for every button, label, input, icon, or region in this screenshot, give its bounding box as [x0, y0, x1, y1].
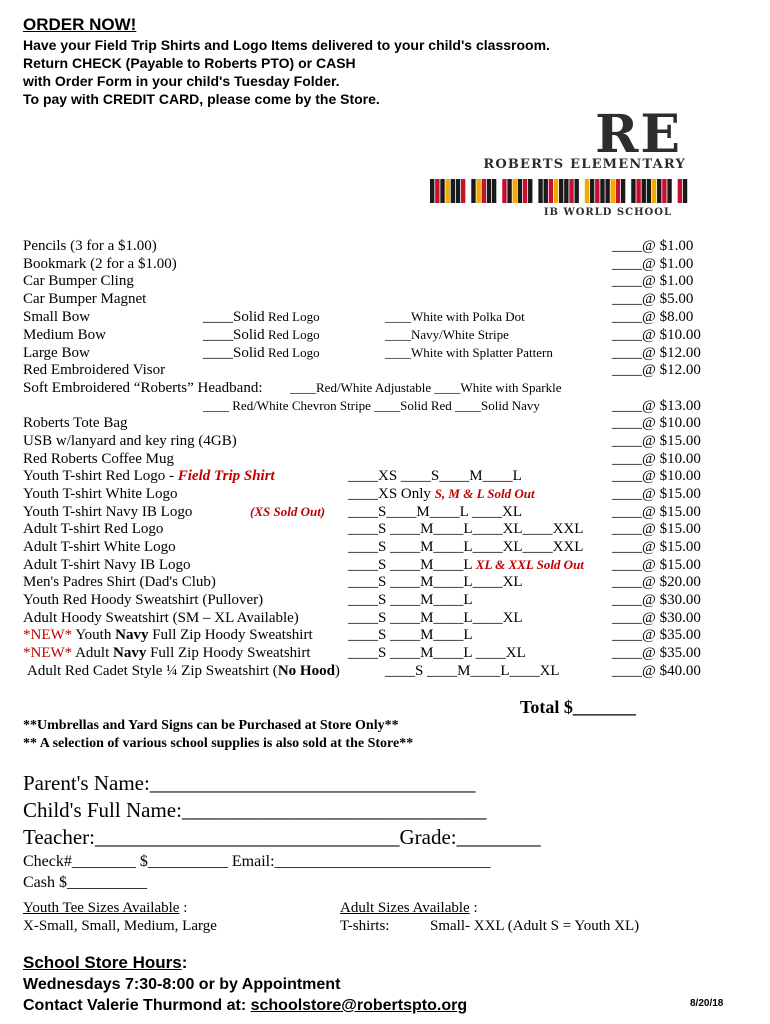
item-name: Pencils (3 for a $1.00) [23, 238, 157, 254]
item-row [0, 662, 770, 680]
item-option: ____Solid Red Logo [203, 327, 320, 343]
item-row [0, 344, 770, 362]
item-option: ____ Red/White Chevron Stripe ____Solid Red ____Solid Navy [203, 398, 540, 413]
item-name: Car Bumper Magnet [23, 291, 147, 307]
item-name: Men's Padres Shirt (Dad's Club) [23, 574, 216, 590]
hours-line: Wednesdays 7:30-8:00 or by Appointment [23, 976, 341, 993]
item-name: Adult T-shirt Red Logo [23, 521, 164, 537]
item-row [0, 573, 770, 591]
teacher-grade-field[interactable]: Teacher:_____________________________Grade:________ [23, 825, 541, 849]
item-price: ____@ $13.00 [612, 398, 701, 414]
item-row [0, 432, 770, 450]
child-name-field[interactable]: Child's Full Name:_____________________________ [23, 798, 487, 822]
item-name: Adult Red Cadet Style ¼ Zip Sweatshirt (No Hood) [27, 663, 340, 679]
item-price: ____@ $30.00 [612, 592, 701, 608]
item-row [0, 538, 770, 556]
item-price: ____@ $1.00 [612, 273, 694, 289]
item-sizes: ____XS ____S____M____L [348, 468, 522, 484]
item-option: ____Navy/White Stripe [385, 327, 509, 342]
parent-name-field[interactable]: Parent's Name:_______________________________ [23, 771, 476, 795]
revision-date: 8/20/18 [690, 998, 724, 1009]
note-line: ** A selection of various school supplies is also sold at the Store** [23, 736, 414, 751]
item-price: ____@ $10.00 [612, 468, 701, 484]
adult-sizes-label: Adult Sizes Available : [340, 900, 478, 916]
item-sizes: ____S____M____L ____XL [348, 504, 523, 520]
item-sizes: ____S ____M____L [348, 627, 473, 643]
item-option: ____Solid Red Logo [203, 345, 320, 361]
item-row [0, 290, 770, 308]
item-price: ____@ $5.00 [612, 291, 694, 307]
new-badge: *NEW* [23, 645, 73, 661]
hours-title: School Store Hours: [23, 953, 188, 972]
contact-line: Contact Valerie Thurmond at: schoolstore@robertspto.org [23, 997, 468, 1014]
item-price: ____@ $12.00 [612, 362, 701, 378]
adult-sizes-values: T-shirts: Small- XXL (Adult S = Youth XL) [340, 918, 640, 934]
cash-field[interactable]: Cash $__________ [23, 874, 147, 891]
item-row [0, 379, 770, 397]
item-option: ____Red/White Adjustable ____White with Sparkle [290, 380, 562, 395]
item-name: *NEW* Adult Navy Full Zip Hoody Sweatshirt [23, 645, 311, 661]
item-sizes: ____S ____M____L XL & XXL Sold Out [348, 557, 584, 573]
item-name: Red Embroidered Visor [23, 362, 166, 378]
item-sizes: ____XS Only S, M & L Sold Out [348, 486, 535, 502]
item-price: ____@ $10.00 [612, 327, 701, 343]
note-line: **Umbrellas and Yard Signs can be Purchased at Store Only** [23, 718, 399, 733]
header-line-4: To pay with CREDIT CARD, please come by the Store. [23, 91, 380, 107]
item-row [0, 255, 770, 273]
order-title: ORDER NOW! [23, 15, 137, 34]
header-line-2: Return CHECK (Payable to Roberts PTO) or CASH [23, 55, 356, 71]
item-price: ____@ $15.00 [612, 433, 701, 449]
item-price: ____@ $40.00 [612, 663, 701, 679]
size-info [23, 899, 723, 939]
item-row [0, 591, 770, 609]
item-row [0, 609, 770, 627]
sold-note: S, M & L Sold Out [434, 486, 535, 501]
item-sizes: ____S ____M____L ____XL [348, 645, 526, 661]
item-price: ____@ $15.00 [612, 539, 701, 555]
item-price: ____@ $8.00 [612, 309, 694, 325]
item-option: ____White with Polka Dot [385, 309, 525, 324]
item-price: ____@ $20.00 [612, 574, 701, 590]
item-price: ____@ $1.00 [612, 238, 694, 254]
item-sizes: ____S ____M____L____XL [348, 574, 523, 590]
store-notes [23, 717, 413, 753]
youth-sizes-values: X-Small, Small, Medium, Large [23, 918, 217, 934]
item-name: USB w/lanyard and key ring (4GB) [23, 433, 237, 449]
item-name: Small Bow [23, 309, 91, 325]
logo-tagline: IB WORLD SCHOOL [543, 207, 672, 218]
item-name: Youth T-shirt White Logo [23, 486, 178, 502]
item-row [0, 644, 770, 662]
item-name: Soft Embroidered “Roberts” Headband: [23, 380, 263, 396]
header-line-3: with Order Form in your child's Tuesday Folder. [23, 73, 340, 89]
item-price: ____@ $1.00 [612, 256, 694, 272]
item-price: ____@ $35.00 [612, 645, 701, 661]
item-name: Roberts Tote Bag [23, 415, 128, 431]
check-email-field[interactable]: Check#________ $__________ Email:___________________________ [23, 853, 491, 870]
item-row [0, 237, 770, 255]
item-row [0, 503, 770, 521]
item-name: Medium Bow [23, 327, 106, 343]
item-row [0, 467, 770, 485]
item-price: ____@ $10.00 [612, 451, 701, 467]
item-row [0, 308, 770, 326]
item-price: ____@ $15.00 [612, 504, 701, 520]
item-price: ____@ $12.00 [612, 345, 701, 361]
item-name: Youth T-shirt Red Logo - Field Trip Shirt [23, 468, 275, 484]
item-price: ____@ $15.00 [612, 486, 701, 502]
item-row [0, 450, 770, 468]
item-name: Red Roberts Coffee Mug [23, 451, 174, 467]
youth-sizes-label: Youth Tee Sizes Available : [23, 900, 188, 916]
item-sizes: ____S ____M____L____XL [348, 610, 523, 626]
logo-initials: RE [595, 104, 682, 165]
item-name: *NEW* Youth Navy Full Zip Hoody Sweatshirt [23, 627, 313, 643]
sold-note: Field Trip Shirt [177, 468, 275, 484]
sold-note: (XS Sold Out) [250, 504, 326, 519]
item-name: Car Bumper Cling [23, 273, 134, 289]
item-price: ____@ $15.00 [612, 521, 701, 537]
store-hours [23, 952, 467, 1016]
item-price: ____@ $10.00 [612, 415, 701, 431]
item-row [0, 272, 770, 290]
new-badge: *NEW* [23, 627, 73, 643]
item-sizes: ____S ____M____L____XL____XXL [348, 539, 584, 555]
item-name: Adult T-shirt White Logo [23, 539, 176, 555]
item-sizes: ____S ____M____L [348, 592, 473, 608]
item-name: Adult Hoody Sweatshirt (SM – XL Available) [23, 610, 299, 626]
item-row [0, 414, 770, 432]
header-line-1: Have your Field Trip Shirts and Logo Items delivered to your child's classroom. [23, 37, 550, 53]
item-option: ____Solid Red Logo [203, 309, 320, 325]
item-option: ____White with Splatter Pattern [385, 345, 553, 360]
item-sizes: ____S ____M____L____XL____XXL [348, 521, 584, 537]
item-name: Bookmark (2 for a $1.00) [23, 256, 177, 272]
contact-email-link[interactable]: schoolstore@robertspto.org [250, 997, 468, 1014]
item-name: Youth Red Hoody Sweatshirt (Pullover) [23, 592, 264, 608]
item-name: Adult T-shirt Navy IB Logo [23, 557, 191, 573]
item-name: Large Bow [23, 345, 90, 361]
item-sizes: ____S ____M____L____XL [385, 663, 560, 679]
order-form [23, 770, 541, 893]
item-price: ____@ $15.00 [612, 557, 701, 573]
item-row [0, 520, 770, 538]
item-row [0, 397, 770, 415]
item-row [0, 626, 770, 644]
logo-school-name: ROBERTS ELEMENTARY [483, 157, 686, 172]
item-row [0, 485, 770, 503]
item-price: ____@ $30.00 [612, 610, 701, 626]
order-total: Total $_______ [520, 697, 636, 717]
item-row [0, 361, 770, 379]
item-price: ____@ $35.00 [612, 627, 701, 643]
sold-note: XL & XXL Sold Out [475, 557, 584, 572]
item-name: Youth T-shirt Navy IB Logo [23, 504, 193, 520]
item-row [0, 326, 770, 344]
item-row [0, 556, 770, 574]
